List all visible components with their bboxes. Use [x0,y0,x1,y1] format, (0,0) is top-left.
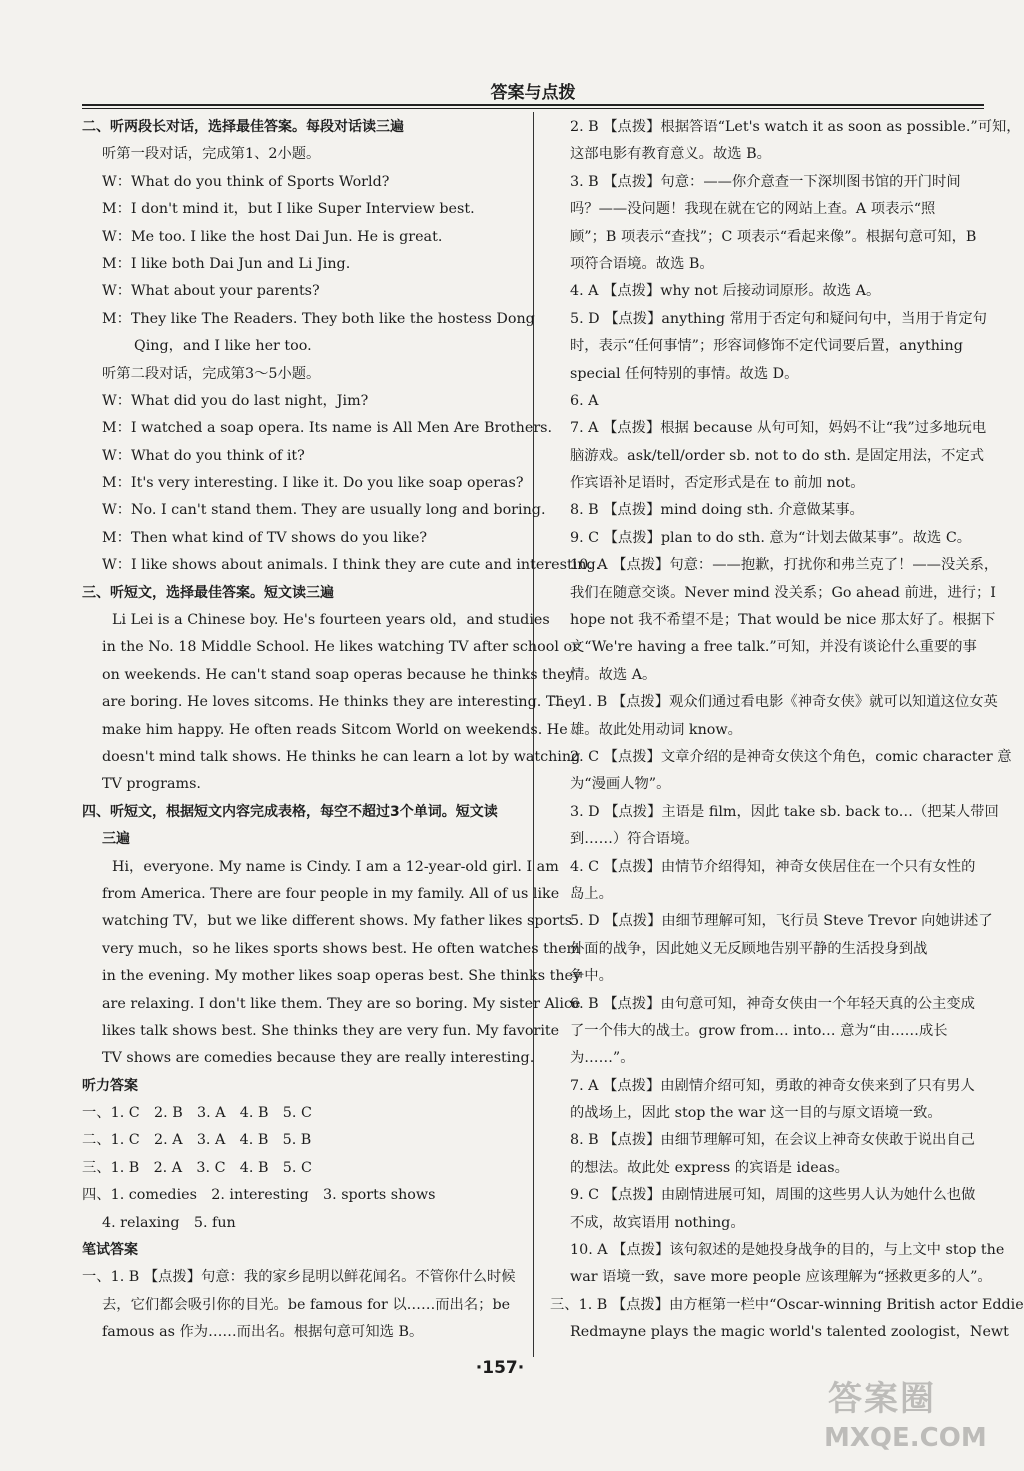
dialogue-line: W：Me too. I like the host Dai Jun. He is great. [102,228,443,245]
answer-line: 争中。 [570,968,613,985]
answer-line: 一、1. B 【点拨】句意：我的家乡昆明以鲜花闻名。不管你什么时候 [82,1269,516,1286]
answer-line: 岛上。 [570,885,613,902]
page-title: 答案与点拨 [490,83,576,103]
answer-line: 8. B 【点拨】由细节理解可知，在会议上神奇女侠敢于说出自己 [570,1132,975,1149]
answer-line: 吗？——没问题！我现在就在它的网站上查。A 项表示“照 [570,201,936,218]
answer-line: 2. B 【点拨】根据答语“Let's watch it as soon as possible.”可知， [570,119,1021,135]
passage-line: very much，so he likes sports shows best. He often watches them [102,940,581,957]
passage-line: are boring. He loves sitcoms. He thinks they are interesting. They [102,694,582,711]
header-rule-thin [82,108,984,109]
answer-line: 文“We're having a free talk.”可知，并没有谈论什么重要的事 [570,639,977,656]
answer-line: 脑游戏。ask/tell/order sb. not to do sth. 是固定用法，不定式 [570,447,985,464]
dialogue-line: W：I like shows about animals. I think they are cute and interesting. [102,557,601,574]
passage-line: in the No. 18 Middle School. He likes watching TV after school or [102,639,579,656]
answer-line: 去，它们都会吸引你的目光。be famous for 以……而出名；be [102,1296,511,1313]
answer-line: 顾”；B 项表示“查找”；C 项表示“看起来像”。根据句意可知，B [570,228,977,245]
written-answers-heading: 笔试答案 [82,1242,138,1259]
answer-line: hope not 我不希望不是；That would be nice 那太好了。根据下 [570,612,996,629]
answer-line: 情。故选 A。 [570,666,657,683]
dialogue-line: W：What did you do last night，Jim? [102,392,369,409]
passage-line: on weekends. He can't stand soap operas because he thinks they [102,666,574,683]
answer-line: 8. B 【点拨】mind doing sth. 介意做某事。 [570,502,864,519]
answer-line: 5. D 【点拨】由细节理解可知，飞行员 Steve Trevor 向她讲述了 [570,913,993,930]
answer-line: 10. A 【点拨】该句叙述的是她投身战争的目的，与上文中 stop the [570,1242,1005,1259]
answer-line: famous as 作为……而出名。根据句意可知选 B。 [102,1324,424,1341]
section-heading-2: 二、听两段长对话，选择最佳答案。每段对话读三遍 [82,119,404,135]
answer-line: 项符合语境。故选 B。 [570,255,714,272]
section-heading-4: 四、听短文，根据短文内容完成表格，每空不超过3个单词。短文读 [82,803,498,820]
passage-line: doesn't mind talk shows. He thinks he can learn a lot by watching [102,748,581,765]
answer-line: 的想法。故此处 express 的宾语是 ideas。 [570,1159,849,1176]
answer-line: 6. A [570,392,599,409]
answer-line: 我们在随意交谈。Never mind 没关系；Go ahead 前进，进行；I [570,584,996,601]
passage-line: TV programs. [102,776,201,793]
answer-line: 一、1. C 2. B 3. A 4. B 5. C [82,1105,312,1122]
passage-line: watching TV，but we like different shows. My father likes sports [102,913,573,930]
answer-line: 二、1. C 2. A 3. A 4. B 5. B [82,1132,312,1149]
answer-line: 3. B 【点拨】句意：——你介意查一下深圳图书馆的开门时间 [570,173,961,190]
answer-line: 5. D 【点拨】anything 常用于否定句和疑问句中，当用于肯定句 [570,310,987,327]
passage-line: from America. There are four people in my family. All of us like [102,885,560,902]
passage-line: Hi，everyone. My name is Cindy. I am a 12-year-old girl. I am [112,858,559,875]
dialogue-line: M：Then what kind of TV shows do you like? [102,529,428,546]
answer-line: 为“漫画人物”。 [570,776,671,793]
answer-line: 4. C 【点拨】由情节介绍得知，神奇女侠居住在一个只有女性的 [570,858,976,875]
answer-line: 雄。故此处用动词 know。 [570,721,742,738]
answer-line: Redmayne plays the magic world's talented zoologist，Newt [570,1324,1009,1341]
passage-line: in the evening. My mother likes soap operas best. She thinks they [102,968,582,985]
dialogue-line: M：I watched a soap opera. Its name is All Men Are Brothers. [102,420,553,437]
watermark-url: MXQE.COM [824,1423,987,1453]
answer-line: 6. B 【点拨】由句意可知，神奇女侠由一个年轻天真的公主变成 [570,995,975,1012]
dialogue-line: W：What do you think of Sports World? [102,173,390,190]
answer-line: 不成，故宾语用 nothing。 [570,1214,745,1231]
listening-answers-heading: 听力答案 [82,1077,138,1094]
watermark-text: 答案圈 [828,1379,936,1419]
answer-line: 10. A 【点拨】句意：——抱歉，打扰你和弗兰克了！——没关系， [570,557,999,574]
right-column [550,114,1024,1347]
text-line: 听第一段对话，完成第1、2小题。 [102,146,321,163]
answer-line: war 语境一致，save more people 应该理解为“拯救更多的人”。 [570,1269,992,1286]
answer-line: 的战场上，因此 stop the war 这一目的与原文语境一致。 [570,1105,942,1122]
section-heading-4-cont: 三遍 [102,831,130,848]
answer-line: 三、1. B 【点拨】由方框第一栏中“Oscar-winning British actor Eddie [550,1296,1024,1313]
answer-line: 为……”。 [570,1050,635,1067]
dialogue-line: M：They like The Readers. They both like the hostess Dong [102,310,535,327]
answer-line: 7. A 【点拨】由剧情介绍可知，勇敢的神奇女侠来到了只有男人 [570,1077,975,1094]
answer-line: 时，表示“任何事情”；形容词修饰不定代词要后置，anything [570,338,963,355]
dialogue-line: M：It's very interesting. I like it. Do you like soap operas? [102,475,524,492]
dialogue-line: W：What about your parents? [102,283,320,300]
dialogue-line: M：I don't mind it，but I like Super Interview best. [102,201,475,218]
answer-line: 三、1. B 2. A 3. C 4. B 5. C [82,1159,312,1176]
answer-line: special 任何特别的事情。故选 D。 [570,365,799,382]
answer-line: 7. A 【点拨】根据 because 从句可知，妈妈不让“我”过多地玩电 [570,420,987,437]
answer-line: 作宾语补足语时，否定形式是在 to 前加 not。 [570,475,865,492]
answer-line: 二、1. B 【点拨】观众们通过看电影《神奇女侠》就可以知道这位女英 [550,694,998,711]
dialogue-line: M：I like both Dai Jun and Li Jing. [102,255,351,272]
header-rule [82,104,984,106]
text-line: 听第二段对话，完成第3～5小题。 [102,365,321,382]
page-number: ·157· [475,1358,525,1378]
passage-line: likes talk shows best. She thinks they are very fun. My favorite [102,1022,560,1039]
answer-line: 外面的战争，因此她义无反顾地告别平静的生活投身到战 [570,940,928,957]
dialogue-line: W：What do you think of it? [102,447,305,464]
answer-line: 了一个伟大的战士。grow from… into… 意为“由……成长 [570,1022,948,1039]
passage-line: make him happy. He often reads Sitcom World on weekends. He [102,721,568,738]
dialogue-line: W：No. I can't stand them. They are usually long and boring. [102,502,546,519]
passage-line: Li Lei is a Chinese boy. He's fourteen years old，and studies [112,612,550,629]
answer-line: 3. D 【点拨】主语是 film，因此 take sb. back to…（把某人带回 [570,803,999,820]
passage-line: TV shows are comedies because they are really interesting. [102,1050,535,1067]
answer-line: 到……）符合语境。 [570,831,699,848]
answer-line: 9. C 【点拨】由剧情进展可知，周围的这些男人认为她什么也做 [570,1187,976,1204]
dialogue-line: Qing，and I like her too. [134,338,312,355]
answer-line: 2. C 【点拨】文章介绍的是神奇女侠这个角色，comic character 意 [570,748,1012,765]
answer-line: 9. C 【点拨】plan to do sth. 意为“计划去做某事”。故选 C。 [570,529,972,546]
answer-line: 这部电影有教育意义。故选 B。 [570,146,771,163]
answer-line: 4. relaxing 5. fun [102,1214,236,1231]
answer-line: 4. A 【点拨】why not 后接动词原形。故选 A。 [570,283,881,300]
section-heading-3: 三、听短文，选择最佳答案。短文读三遍 [82,584,334,601]
watermark-logo [820,1363,990,1463]
passage-line: are relaxing. I don't like them. They are so boring. My sister Alice [102,995,581,1012]
answer-line: 四、1. comedies 2. interesting 3. sports shows [82,1187,436,1204]
